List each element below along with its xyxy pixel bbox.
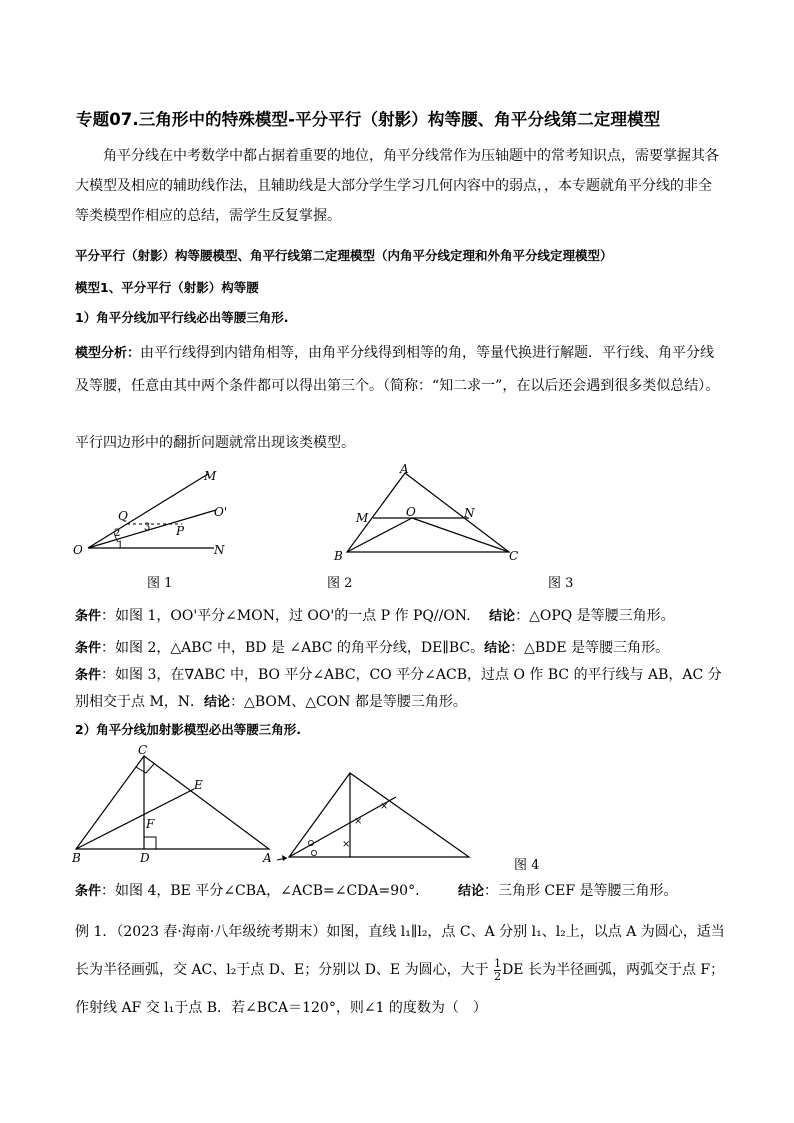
condition-4-label: 条件: [75, 884, 102, 899]
label-o: O: [73, 543, 83, 557]
label-b: B: [334, 549, 343, 563]
condition-4: [75, 880, 678, 900]
analysis-text: 由平行线得到内错角相等，由角平分线得到相等的角，等量代换进行解题．平行线、角平分线及等腰，任意由其中两个条件都可以得出第三个。（简称：“知二求一”，在以后还会遇到很多类似总结）。: [75, 345, 720, 394]
condition-3-text: ：如图 3，在∇ABC 中，BO 平分∠ABC，CO 平分∠ACB，过点 O 作 BC 的平行线与 AB，AC 分别相交于点 M，N．: [75, 667, 722, 710]
conclusion-2-text: ：△BDE 是等腰三角形。: [510, 640, 670, 656]
figure-4-caption: 图 4: [514, 858, 540, 873]
mark-circle-2: [311, 850, 316, 855]
label-m: M: [356, 511, 369, 525]
model-analysis: [75, 337, 725, 402]
condition-2-label: 条件: [75, 641, 102, 656]
figure-1-caption: 图 1: [147, 576, 173, 591]
analysis-label: 模型分析：: [75, 346, 141, 361]
conclusion-2-label: 结论: [484, 641, 511, 656]
label-p: P: [176, 524, 185, 538]
bisector-be: [76, 789, 194, 849]
condition-1-label: 条件: [75, 609, 102, 624]
label-c: C: [509, 549, 519, 563]
figure-4-left: [66, 742, 276, 866]
conclusion-4-label: 结论: [457, 884, 484, 899]
point2-heading: 2）角平分线加射影模型必出等腰三角形.: [75, 722, 301, 737]
label-c: C: [138, 743, 148, 757]
label-a: A: [400, 462, 409, 476]
example-1-part2: DE 长为半径画弧，两弧交于点 F；作射线 AF 交 l₁于点 B．若∠BCA＝120°，则∠1 的度数为（ ）: [75, 962, 725, 1016]
condition-1: [75, 605, 675, 625]
mark-cross-3: ×: [342, 839, 351, 850]
fraction-numerator: 1: [494, 956, 502, 970]
label-q: Q: [118, 509, 128, 523]
example-1: [75, 913, 725, 1027]
label-f: F: [146, 817, 155, 831]
model1-heading: 模型1、平分平行（射影）构等腰: [75, 280, 259, 295]
label-n: N: [464, 506, 475, 520]
point1-heading: 1）角平分线加平行线必出等腰三角形.: [75, 310, 289, 325]
label-d: D: [140, 851, 150, 865]
page-title: 专题07.三角形中的特殊模型-平分平行（射影）构等腰、角平分线第二定理模型: [76, 110, 661, 129]
figure-4-right: [275, 765, 475, 865]
mark-cross-1: ×: [380, 801, 389, 812]
arrow-head: [282, 855, 287, 861]
condition-4-text: ：如图 4，BE 平分∠CBA，∠ACB=∠CDA=90°.: [101, 883, 420, 899]
label-a: A: [263, 851, 272, 865]
example-1-part1: 例 1．（2023 春·海南·八年级统考期末）如图，直线 l₁∥l₂，点 C、A 分别 l₁、l₂上，以点 A 为圆心，适当长为半径画弧，交 AC、l₂于点 D、E；分别以 D、E 为圆心，大于: [75, 924, 725, 978]
figure-2-caption: 图 2: [327, 576, 353, 591]
label-e: E: [194, 778, 203, 792]
label-o-prime: O': [214, 505, 228, 519]
conclusion-1-label: 结论: [489, 609, 516, 624]
label-m: M: [204, 469, 217, 483]
condition-2-text: ：如图 2，△ABC 中，BD 是 ∠ABC 的角平分线，DE∥BC。: [101, 640, 485, 656]
fraction-half: [494, 958, 501, 983]
triangle: [289, 773, 469, 857]
label-angle-2: 2: [114, 528, 121, 539]
label-angle-1: 1: [117, 540, 124, 551]
label-b: B: [72, 851, 81, 865]
figure-2: [326, 458, 526, 568]
condition-3: [75, 662, 725, 716]
conclusion-3-label: 结论: [204, 695, 231, 710]
figure-1: [68, 462, 248, 562]
fraction-denominator: 2: [494, 969, 502, 983]
ray-oo-prime: [88, 510, 216, 548]
mark-cross-2: ×: [354, 816, 363, 827]
segment-co: [412, 518, 509, 552]
label-o: O: [406, 505, 416, 519]
figure-3-caption: 图 3: [548, 576, 574, 591]
condition-1-text: ：如图 1，OO'平分∠MON，过 OO'的一点 P 作 PQ//ON.: [101, 608, 471, 624]
triangle-abc: [347, 473, 509, 552]
condition-2: [75, 637, 669, 657]
triangle-abc: [76, 756, 269, 849]
conclusion-3-text: ：△BOM、△CON 都是等腰三角形。: [230, 694, 467, 710]
section-heading: 平分平行（射影）构等腰模型、角平行线第二定理模型（内角平分线定理和外角平分线定理模型）: [75, 248, 613, 263]
intro-paragraph: 角平分线在中考数学中都占据着重要的地位，角平分线常作为压轴题中的常考知识点，需要掌握其各大模型及相应的辅助线作法，且辅助线是大部分学生学习几何内容中的弱点，，本专题就角平分线的非全等类模型作相应的总结，需学生反复掌握。: [75, 148, 719, 224]
condition-3-label: 条件: [75, 668, 102, 683]
label-n: N: [214, 543, 225, 557]
conclusion-4-text: ：三角形 CEF 是等腰三角形。: [483, 883, 678, 899]
right-angle-c: [136, 764, 154, 773]
fold-note: 平行四边形中的翻折问题就常出现该类模型。: [75, 435, 355, 451]
ray-om: [88, 474, 208, 548]
label-angle-3: 3: [144, 522, 151, 533]
right-angle-d: [144, 837, 156, 849]
conclusion-1-text: ：△OPQ 是等腰三角形。: [515, 608, 675, 624]
